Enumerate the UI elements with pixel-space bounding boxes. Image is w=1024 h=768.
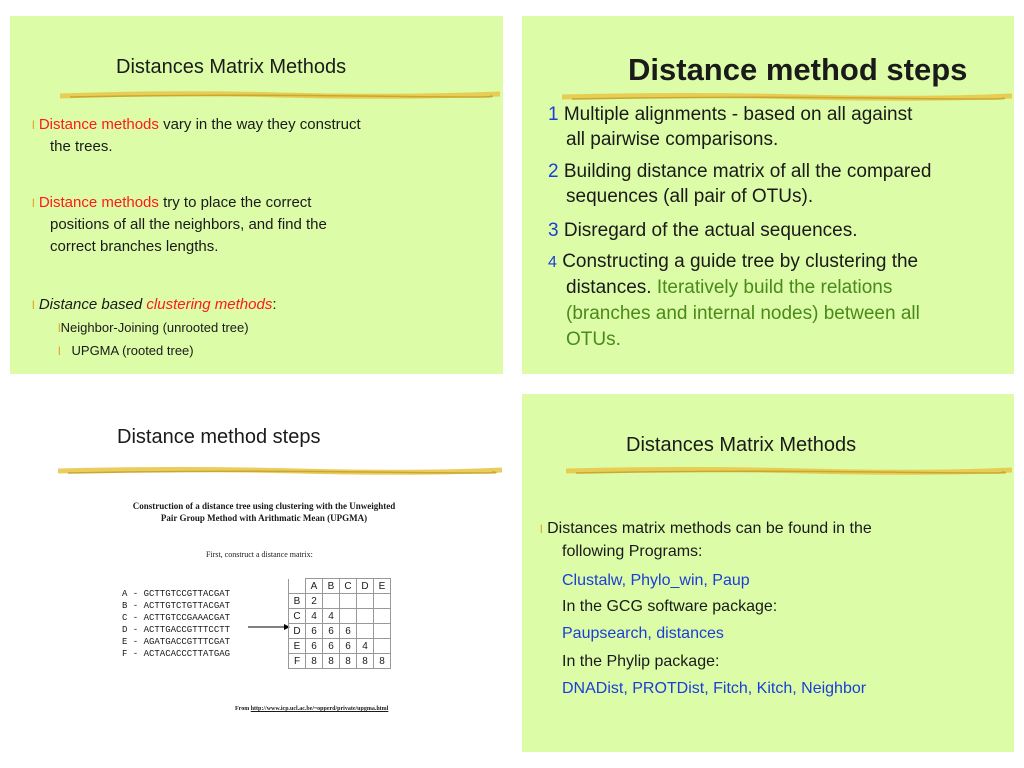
- matrix-cell: [323, 594, 340, 609]
- matrix-cell: [374, 639, 391, 654]
- matrix-cell: [374, 594, 391, 609]
- figure-title-line1: Construction of a distance tree using clustering with the Unweighted: [132, 501, 396, 511]
- matrix-row: [289, 594, 391, 609]
- sequence-b: B - ACTTGTCTGTTACGAT: [122, 601, 231, 611]
- matrix-cell: [374, 609, 391, 624]
- matrix-row: [289, 624, 391, 639]
- bullet-glyph: l: [58, 344, 61, 358]
- bullet-1: [540, 518, 872, 540]
- matrix-cell: 4: [323, 609, 340, 624]
- bullet-1-line2: following Programs:: [562, 543, 703, 560]
- figure-source-prefix: From: [235, 706, 251, 712]
- programs-list-3: DNADist, PROTDist, Fitch, Kitch, Neighbor: [562, 680, 867, 697]
- step-2: [548, 159, 931, 184]
- sequence-f: F - ACTACACCCTTATGAG: [122, 649, 231, 659]
- matrix-col-header: D: [357, 579, 374, 594]
- matrix-cell: 6: [340, 639, 357, 654]
- highlighter-rule: [562, 92, 1012, 102]
- matrix-cell: 6: [306, 639, 323, 654]
- bullet-1-line2: the trees.: [50, 138, 113, 155]
- bullet-1-text: Distances matrix methods can be found in the: [547, 520, 872, 537]
- bullet-2-highlight: Distance methods: [38, 194, 159, 211]
- matrix-corner: [289, 579, 306, 594]
- slide-title: Distance method steps: [628, 52, 968, 87]
- step-4-line2: [566, 275, 892, 300]
- matrix-cell: 8: [323, 654, 340, 669]
- matrix-cell: 8: [340, 654, 357, 669]
- slide-title: Distances Matrix Methods: [626, 434, 857, 456]
- matrix-cell: [374, 624, 391, 639]
- matrix-cell: 6: [323, 624, 340, 639]
- step-2-text: Building distance matrix of all the compared: [563, 161, 932, 182]
- matrix-col-header: E: [374, 579, 391, 594]
- figure-source-link[interactable]: http://www.icp.ucl.ac.be/~opperd/private/upgma.html: [250, 706, 389, 712]
- slide-distances-matrix-programs: [522, 394, 1014, 752]
- highlighter-rule: [58, 466, 502, 476]
- figure-note: First, construct a distance matrix:: [206, 550, 313, 559]
- figure-title: [94, 500, 434, 524]
- matrix-col-header: B: [323, 579, 340, 594]
- step-4-number: 4: [548, 254, 557, 271]
- phylip-label: In the Phylip package:: [562, 653, 720, 670]
- matrix-cell: 6: [340, 624, 357, 639]
- arrow-right-icon: [248, 622, 290, 632]
- bullet-2-text: try to place the correct: [158, 194, 312, 211]
- bullet-glyph: l: [540, 522, 543, 536]
- matrix-row-label: E: [289, 639, 306, 654]
- sequence-list: [122, 588, 230, 660]
- matrix-row-label: B: [289, 594, 306, 609]
- step-1-number: 1: [548, 104, 559, 125]
- step-3: [548, 218, 857, 243]
- step-3-text: Disregard of the actual sequences.: [563, 220, 858, 241]
- step-1-text: Multiple alignments - based on all against: [563, 104, 913, 125]
- bullet-2-line3: correct branches lengths.: [50, 238, 219, 255]
- distance-matrix: [288, 578, 391, 669]
- step-4: [548, 249, 918, 275]
- step-4-text: Constructing a guide tree by clustering the: [562, 251, 919, 272]
- matrix-cell: [357, 594, 374, 609]
- bullet-2-line2: positions of all the neighbors, and find the: [50, 216, 327, 233]
- bullet-1-text: vary in the way they construct: [158, 116, 361, 133]
- matrix-cell: 6: [323, 639, 340, 654]
- bullet-glyph: l: [58, 321, 61, 335]
- bullet-glyph: l: [32, 298, 35, 312]
- matrix-row-label: C: [289, 609, 306, 624]
- matrix-cell: 4: [306, 609, 323, 624]
- matrix-row: [289, 639, 391, 654]
- matrix-cell: 6: [306, 624, 323, 639]
- step-1: [548, 102, 912, 127]
- sub-bullet-2: [58, 343, 194, 358]
- figure-source: [235, 706, 388, 712]
- sequence-e: E - AGATGACCGTTTCGAT: [122, 637, 231, 647]
- matrix-cell: [340, 594, 357, 609]
- bullet-1: [32, 114, 361, 136]
- slide-title: Distance method steps: [117, 426, 321, 448]
- matrix-col-header: A: [306, 579, 323, 594]
- sub-bullet-2-text: UPGMA (rooted tree): [71, 343, 194, 358]
- step-4-line2-text: distances.: [566, 277, 657, 298]
- sequence-c: C - ACTTGTCCGAAACGAT: [122, 613, 231, 623]
- bullet-glyph: l: [32, 196, 35, 210]
- sub-bullet-1: [58, 320, 249, 335]
- matrix-row-label: F: [289, 654, 306, 669]
- step-3-number: 3: [548, 220, 559, 241]
- figure-title-line2: Pair Group Method with Arithmatic Mean (UPGMA): [160, 513, 368, 523]
- bullet-glyph: l: [32, 118, 35, 132]
- matrix-cell: [357, 624, 374, 639]
- sub-bullet-1-text: Neighbor-Joining (unrooted tree): [60, 320, 249, 335]
- bullet-3-highlight: clustering methods: [146, 296, 273, 313]
- matrix-cell: 4: [357, 639, 374, 654]
- highlighter-rule: [566, 466, 1012, 476]
- gcg-label: In the GCG software package:: [562, 598, 778, 615]
- matrix-row-label: D: [289, 624, 306, 639]
- step-2-number: 2: [548, 161, 559, 182]
- sequence-a: A - GCTTGTCCGTTACGAT: [122, 589, 231, 599]
- matrix-row: [289, 654, 391, 669]
- sequence-d: D - ACTTGACCGTTTCCTT: [122, 625, 231, 635]
- step-4-line3: (branches and internal nodes) between all: [566, 303, 920, 324]
- highlighter-rule: [60, 90, 500, 100]
- slide-distance-method-steps: [522, 16, 1014, 374]
- matrix-cell: 8: [306, 654, 323, 669]
- step-4-line4: OTUs.: [566, 329, 621, 350]
- matrix-cell: [357, 609, 374, 624]
- matrix-cell: [340, 609, 357, 624]
- bullet-3-colon: :: [272, 296, 277, 313]
- step-2-line2: sequences (all pair of OTUs).: [566, 186, 814, 207]
- slide-distances-matrix-methods: [10, 16, 503, 374]
- matrix-header-row: [289, 579, 391, 594]
- matrix-cell: 8: [374, 654, 391, 669]
- bullet-2: [32, 192, 311, 214]
- matrix-cell: 8: [357, 654, 374, 669]
- programs-list-1: Clustalw, Phylo_win, Paup: [562, 572, 750, 589]
- bullet-1-highlight: Distance methods: [38, 116, 159, 133]
- programs-list-2: Paupsearch, distances: [562, 625, 724, 642]
- slide-distance-method-steps-figure: [10, 394, 503, 754]
- bullet-3: [32, 294, 277, 316]
- step-4-line2-highlight: Iteratively build the relations: [656, 277, 893, 298]
- slide-title: Distances Matrix Methods: [116, 56, 347, 78]
- step-1-line2: all pairwise comparisons.: [566, 129, 779, 150]
- matrix-cell: 2: [306, 594, 323, 609]
- matrix-col-header: C: [340, 579, 357, 594]
- bullet-3-text: Distance based: [38, 296, 147, 313]
- matrix-row: [289, 609, 391, 624]
